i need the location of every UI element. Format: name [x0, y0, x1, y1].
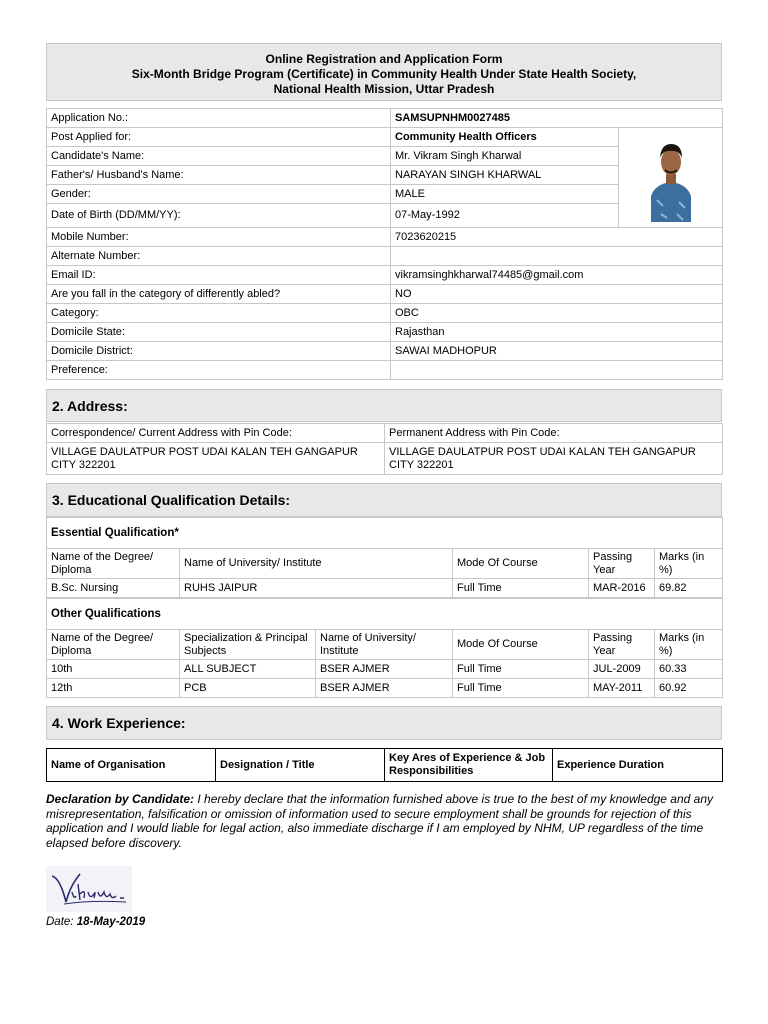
field-label: Father's/ Husband's Name:: [47, 166, 391, 185]
column-header: Mode Of Course: [453, 549, 589, 579]
row-post-applied: [47, 128, 723, 147]
column-header: Name of University/ Institute: [316, 630, 453, 660]
field-label: Are you fall in the category of differently abled?: [47, 285, 391, 304]
column-header: Marks (in %): [655, 549, 723, 579]
address-section-title: 2. Address:: [46, 389, 722, 422]
field-value: MALE: [391, 185, 619, 204]
correspondence-address-label: Correspondence/ Current Address with Pin Code:: [47, 424, 385, 443]
table-cell: Full Time: [453, 679, 589, 698]
table-cell: ALL SUBJECT: [180, 660, 316, 679]
field-value: 07-May-1992: [391, 204, 619, 228]
column-header: Experience Duration: [553, 749, 723, 782]
column-header: Name of University/ Institute: [180, 549, 453, 579]
field-label: Category:: [47, 304, 391, 323]
field-label: Date of Birth (DD/MM/YY):: [47, 204, 391, 228]
field-value: Mr. Vikram Singh Kharwal: [391, 147, 619, 166]
table-row: [47, 660, 723, 679]
personal-details-table: [46, 108, 723, 380]
column-header: Name of Organisation: [47, 749, 216, 782]
column-header: Specialization & Principal Subjects: [180, 630, 316, 660]
column-header: Mode Of Course: [453, 630, 589, 660]
correspondence-address-value: VILLAGE DAULATPUR POST UDAI KALAN TEH GANGAPUR CITY 322201: [47, 443, 385, 475]
field-value: SAMSUPNHM0027485: [391, 109, 723, 128]
table-cell: PCB: [180, 679, 316, 698]
essential-qualification-title-row: [47, 518, 723, 549]
field-value: NARAYAN SINGH KHARWAL: [391, 166, 619, 185]
work-header-row: [47, 749, 723, 782]
row-mobile: [47, 228, 723, 247]
field-label: Candidate's Name:: [47, 147, 391, 166]
table-cell: RUHS JAIPUR: [180, 579, 453, 598]
table-cell: MAR-2016: [589, 579, 655, 598]
essential-qualification-table: [46, 517, 723, 598]
column-header: Passing Year: [589, 549, 655, 579]
header-program: Six-Month Bridge Program (Certificate) in Community Health Under State Health Society,: [131, 67, 637, 81]
address-label-row: [47, 424, 723, 443]
other-qualification-title: Other Qualifications: [47, 599, 723, 630]
date-label: Date:: [46, 916, 74, 928]
table-row: [47, 679, 723, 698]
field-value: Rajasthan: [391, 323, 723, 342]
column-header: Marks (in %): [655, 630, 723, 660]
table-cell: 12th: [47, 679, 180, 698]
education-section-title: 3. Educational Qualification Details:: [46, 483, 722, 517]
row-differently-abled: [47, 285, 723, 304]
table-cell: 10th: [47, 660, 180, 679]
row-domicile-state: [47, 323, 723, 342]
table-cell: BSER AJMER: [316, 679, 453, 698]
column-header: Passing Year: [589, 630, 655, 660]
header-title: Online Registration and Application Form: [265, 52, 503, 66]
table-row: [47, 579, 723, 598]
field-value: 7023620215: [391, 228, 723, 247]
form-header: [46, 43, 722, 101]
column-header: Key Ares of Experience & Job Responsibilities: [385, 749, 553, 782]
row-alternate-number: [47, 247, 723, 266]
essential-header-row: [47, 549, 723, 579]
column-header: Name of the Degree/ Diploma: [47, 630, 180, 660]
field-label: Post Applied for:: [47, 128, 391, 147]
field-value: SAWAI MADHOPUR: [391, 342, 723, 361]
field-value: NO: [391, 285, 723, 304]
table-cell: BSER AJMER: [316, 660, 453, 679]
table-cell: 69.82: [655, 579, 723, 598]
field-value: [391, 247, 723, 266]
other-qualification-title-row: [47, 599, 723, 630]
declaration-text: I hereby declare that the information furnished above is true to the best of my knowledge and any misrepresentation, falsification or omission of information used to secure employment shall be grounds for rejection of this application and I would liable for legal action, also immediate discharge if I am employed by NHM, UP regardless of the time elapsed before discovery.: [46, 792, 714, 850]
row-application-no: [47, 109, 723, 128]
field-value: vikramsinghkharwal74485@gmail.com: [391, 266, 723, 285]
header-authority: National Health Mission, Uttar Pradesh: [273, 82, 495, 96]
field-label: Gender:: [47, 185, 391, 204]
table-cell: Full Time: [453, 579, 589, 598]
table-cell: B.Sc. Nursing: [47, 579, 180, 598]
row-domicile-district: [47, 342, 723, 361]
permanent-address-value: VILLAGE DAULATPUR POST UDAI KALAN TEH GANGAPUR CITY 322201: [385, 443, 723, 475]
column-header: Name of the Degree/ Diploma: [47, 549, 180, 579]
address-value-row: [47, 443, 723, 475]
field-value: [391, 361, 723, 380]
work-section-title: 4. Work Experience:: [46, 706, 722, 740]
field-label: Alternate Number:: [47, 247, 391, 266]
date-value: 18-May-2019: [76, 916, 146, 928]
declaration-lead: Declaration by Candidate:: [46, 792, 195, 806]
row-email: [47, 266, 723, 285]
table-cell: JUL-2009: [589, 660, 655, 679]
application-form: [46, 43, 722, 928]
signature: [46, 866, 132, 912]
work-experience-table: [46, 748, 723, 782]
field-label: Domicile State:: [47, 323, 391, 342]
table-cell: Full Time: [453, 660, 589, 679]
other-header-row: [47, 630, 723, 660]
date-line: [46, 916, 722, 928]
table-cell: 60.33: [655, 660, 723, 679]
field-label: Mobile Number:: [47, 228, 391, 247]
column-header: Designation / Title: [216, 749, 385, 782]
row-preference: [47, 361, 723, 380]
photo-cell: [619, 128, 723, 228]
permanent-address-label: Permanent Address with Pin Code:: [385, 424, 723, 443]
field-label: Preference:: [47, 361, 391, 380]
candidate-photo: [649, 130, 693, 222]
field-value: OBC: [391, 304, 723, 323]
field-label: Application No.:: [47, 109, 391, 128]
table-cell: MAY-2011: [589, 679, 655, 698]
other-qualification-table: [46, 598, 723, 698]
signature-image: [46, 866, 132, 912]
essential-qualification-title: Essential Qualification*: [47, 518, 723, 549]
field-label: Domicile District:: [47, 342, 391, 361]
declaration: [46, 792, 722, 850]
field-value: Community Health Officers: [391, 128, 619, 147]
address-table: [46, 423, 723, 475]
row-category: [47, 304, 723, 323]
field-label: Email ID:: [47, 266, 391, 285]
table-cell: 60.92: [655, 679, 723, 698]
